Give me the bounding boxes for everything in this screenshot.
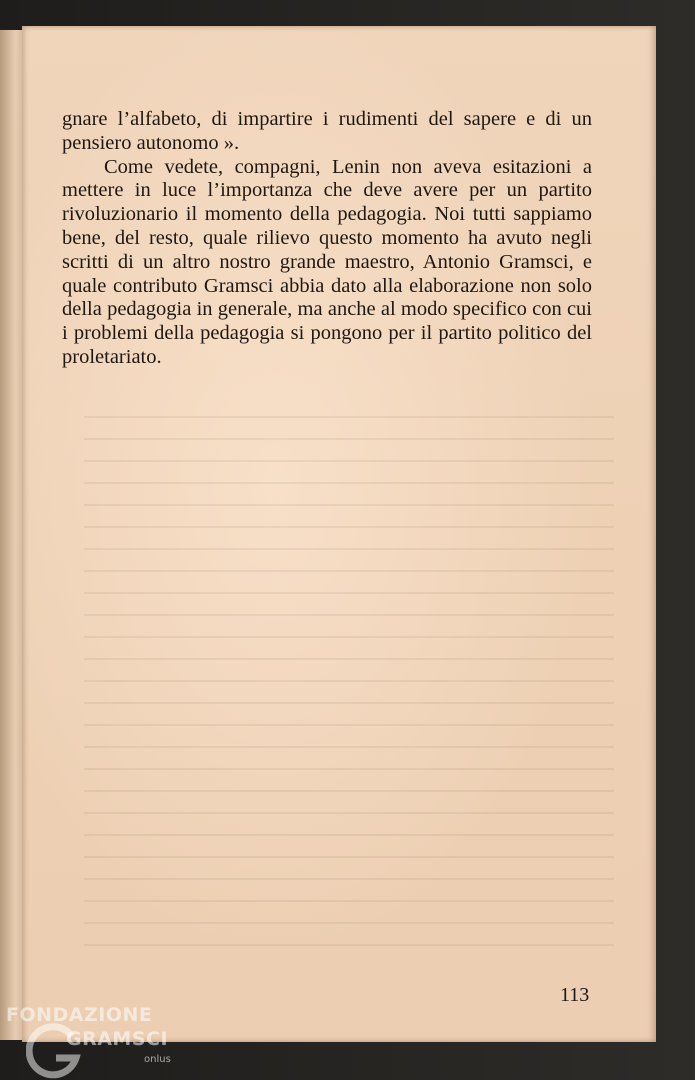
previous-page-edge — [0, 30, 22, 1040]
show-through-texture — [84, 416, 614, 956]
body-text — [62, 108, 592, 370]
watermark-line-1: FONDAZIONE — [6, 1004, 153, 1026]
page-number: 113 — [560, 984, 590, 1006]
watermark-line-2: GRAMSCI — [66, 1028, 169, 1050]
paragraph-main: Come vedete, compagni, Lenin non aveva esitazioni a mettere in luce l’importanza che deve avere per un partito rivoluzionario il momento della pedagogia. Noi tutti sappiamo bene, del resto, quale rilievo questo momento ha avuto negli scritti di un altro nostro grande maestro, Antonio Gramsci, e quale contributo Gramsci abbia dato alla elaborazione non solo della pedagogia in generale, ma anche al modo specifico con cui i problemi della pedagogia si pongono per il partito politico del proletariato. — [62, 155, 592, 368]
watermark — [6, 1004, 186, 1080]
watermark-suffix: onlus — [144, 1054, 171, 1065]
paragraph-continuation: gnare l’alfabeto, di impartire i rudimenti del sapere e di un pensiero autonomo ». — [62, 108, 592, 154]
